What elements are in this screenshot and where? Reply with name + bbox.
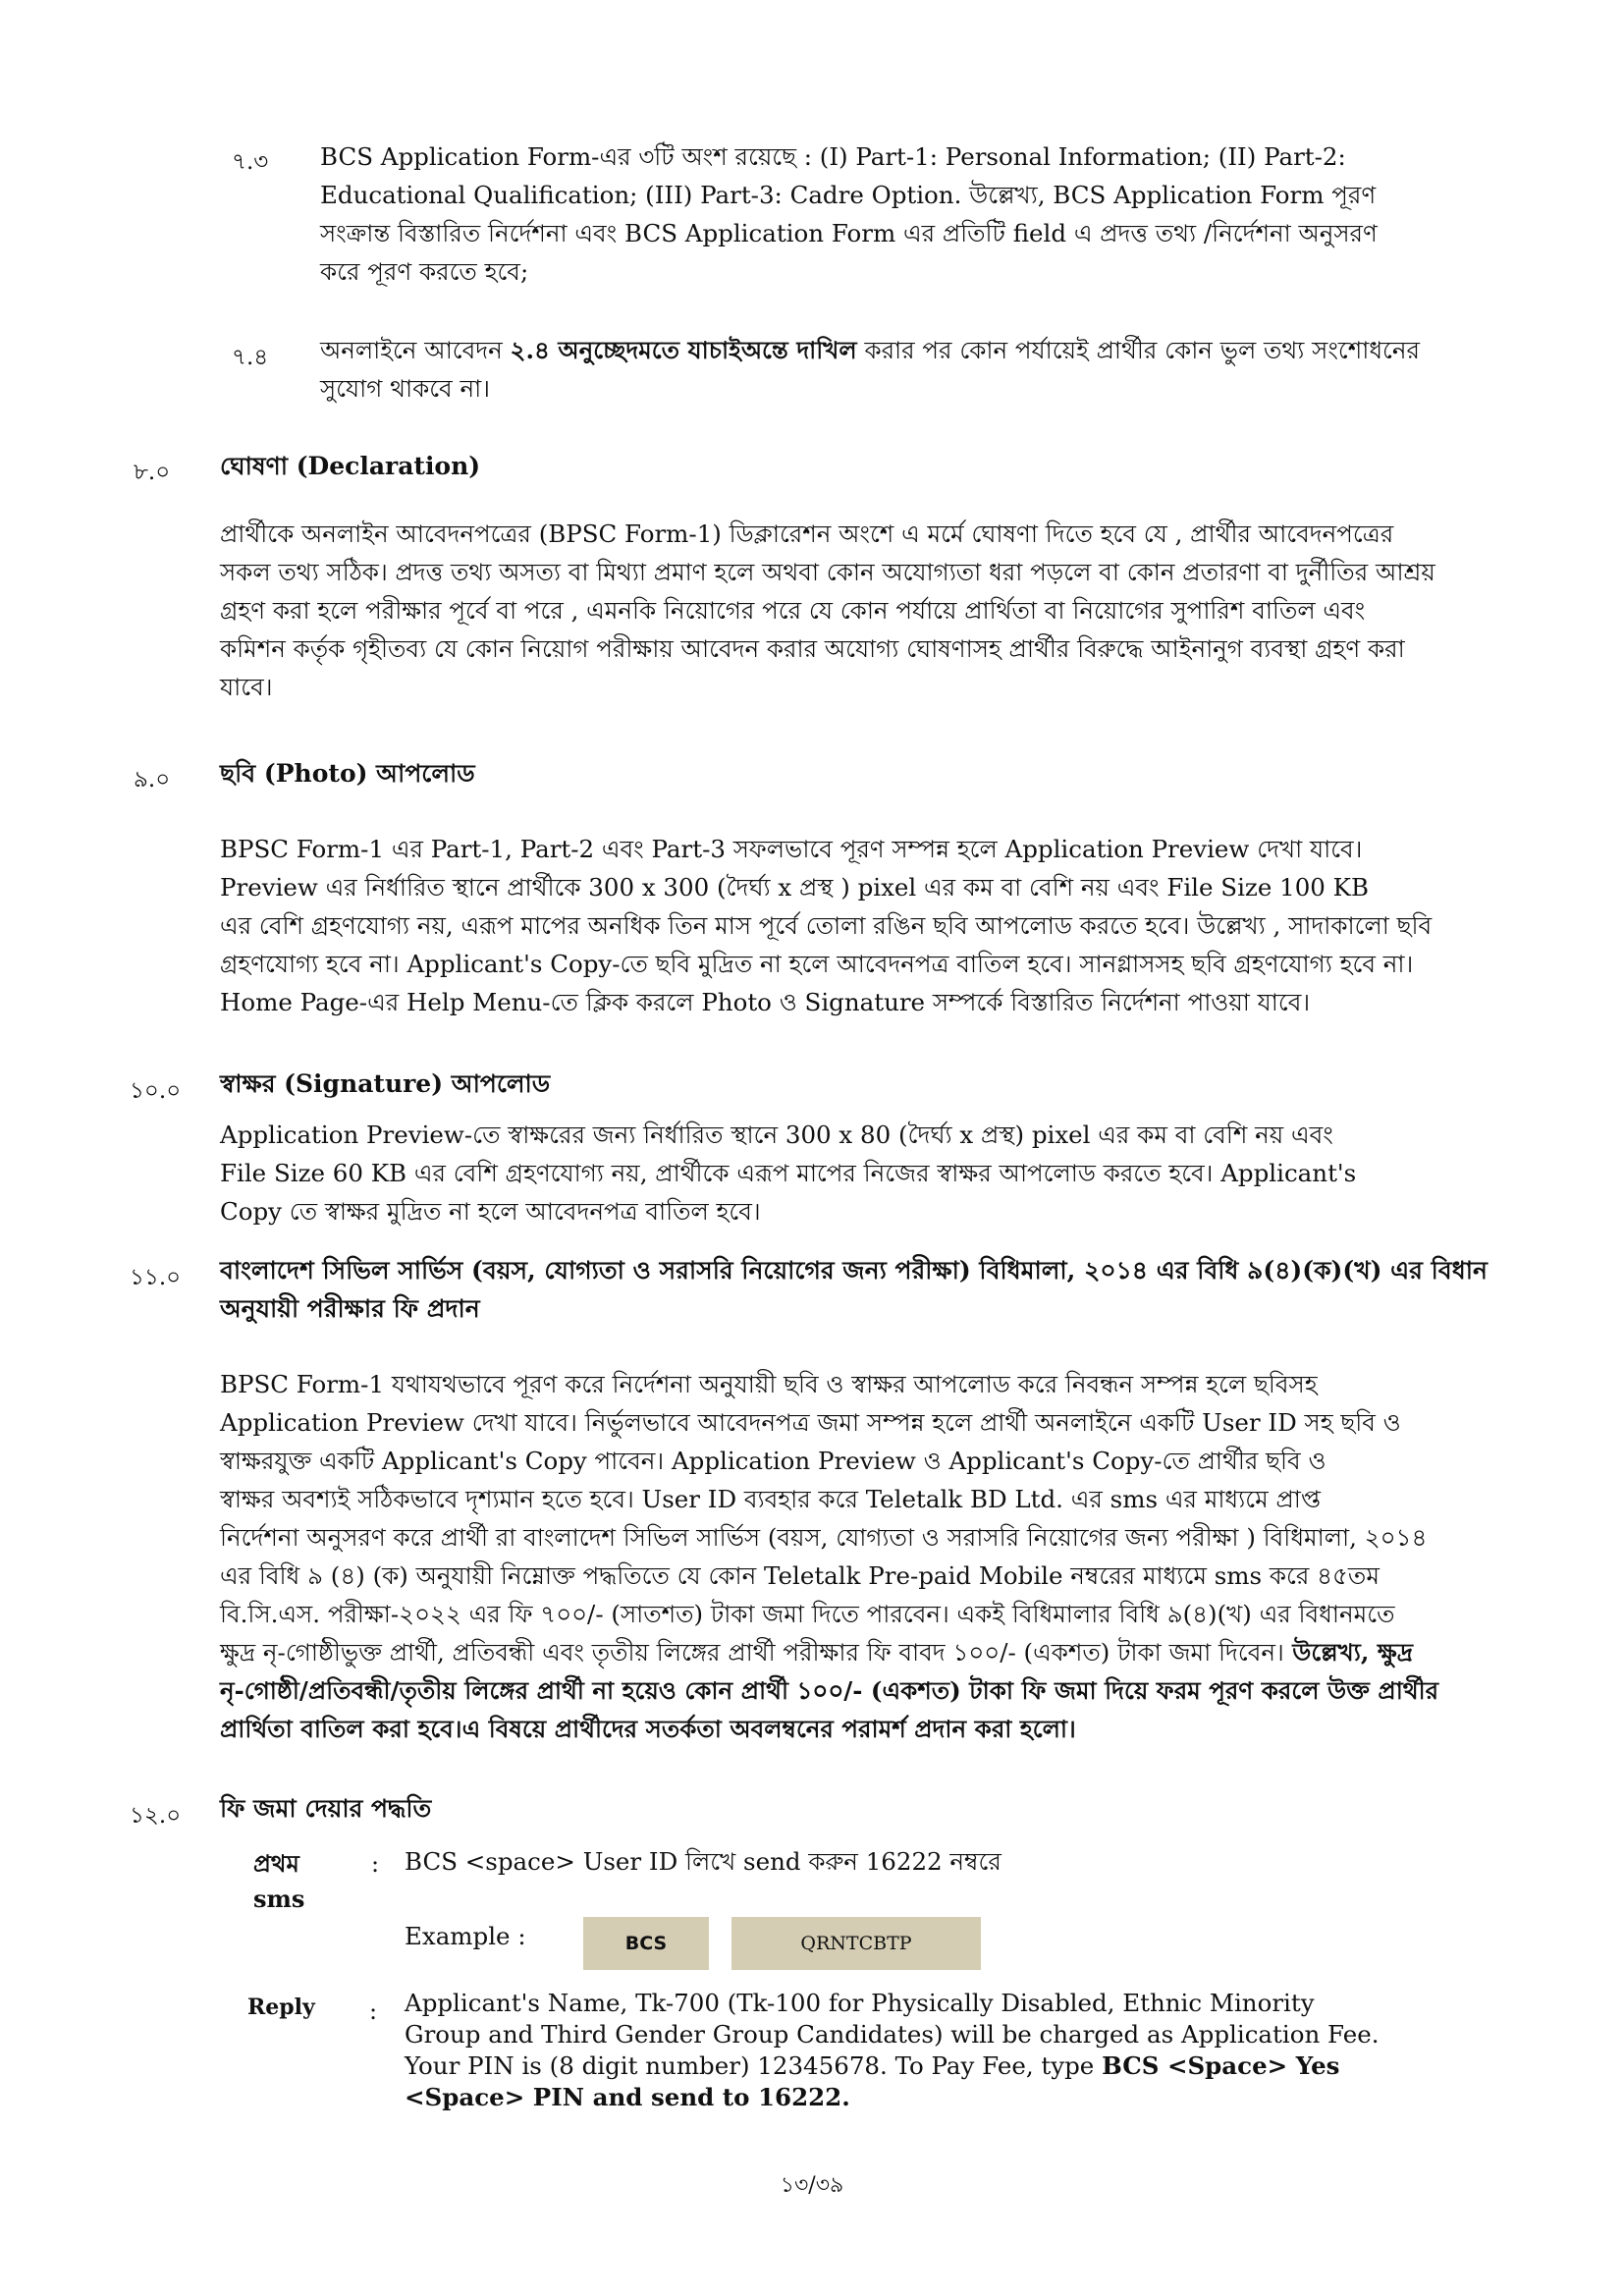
section-10-heading: স্বাক্ষর (Signature) আপলোড: [220, 1069, 551, 1098]
text-line: Applicant's Name, Tk-700 (Tk-100 for Physically Disabled, Ethnic Minority: [405, 1989, 1315, 2017]
text-span: অনলাইনে আবেদন: [320, 336, 511, 364]
colon: :: [369, 1997, 378, 2025]
text-line: BPSC Form-1 এর Part-1, Part-2 এবং Part-3 সফলভাবে পূরণ সম্পন্ন হলে Application Preview দেখা যাবে।: [220, 835, 1363, 863]
text-line: Educational Qualification; (III) Part-3: Cadre Option. উল্লেখ্য, BCS Application Form পূরণ: [320, 181, 1377, 209]
text-line: সকল তথ্য সঠিক। প্রদত্ত তথ্য অসত্য বা মিথ্যা প্রমাণ হলে অথবা কোন অযোগ্যতা ধরা পড়লে বা কোন প্রতারণা বা দুর্নীতির আশ্রয়: [220, 558, 1435, 586]
section-10-text: [220, 1116, 1489, 1230]
heading-line: বাংলাদেশ সিভিল সার্ভিস (বয়স, যোগ্যতা ও সরাসরি নিয়োগের জন্য পরীক্ষা) বিধিমালা, ২০১৪ এর বিধি ৯(৪)(ক)(খ) এর বিধান: [220, 1256, 1488, 1285]
section-7-4-number: ৭.৪: [232, 345, 269, 370]
section-11-text: [220, 1365, 1489, 1748]
text-line: নির্দেশনা অনুসরণ করে প্রার্থী রা বাংলাদেশ সিভিল সার্ভিস (বয়স, যোগ্যতা ও সরাসরি নিয়োগের জন্য পরীক্ষা ) বিধিমালা, ২০১৪: [220, 1523, 1428, 1552]
section-11-heading: [220, 1251, 1489, 1328]
section-7-3-text: [320, 137, 1489, 291]
text-line: গ্রহণযোগ্য হবে না। Applicant's Copy-তে ছবি মুদ্রিত না হলে আবেদনপত্র বাতিল হবে। সানগ্লাসসহ ছবি গ্রহণযোগ্য হবে না।: [220, 950, 1414, 978]
text-line: Home Page-এর Help Menu-তে ক্লিক করলে Photo ও Signature সম্পর্কে বিস্তারিত নির্দেশনা পাওয়া যাবে।: [220, 988, 1311, 1016]
text-line: [220, 1633, 1489, 1671]
first-sms-text: BCS <space> User ID লিখে send করুন 16222 নম্বরে: [405, 1847, 1001, 1876]
section-8-number: ৮.০: [134, 460, 171, 485]
text-line: [405, 2050, 1489, 2082]
text-span: করার পর কোন পর্যায়েই প্রার্থীর কোন ভুল তথ্য সংশোধনের: [856, 336, 1421, 364]
section-7-4-text: [320, 331, 1489, 408]
text-line: [320, 331, 1489, 369]
page-number: ১৩/৩৯: [780, 2173, 844, 2198]
first-sms-label-line1: প্রথম: [253, 1849, 299, 1878]
reply-label: Reply: [247, 1995, 315, 2020]
bold-line: নৃ-গোষ্ঠী/প্রতিবন্ধী/তৃতীয় লিঙ্গের প্রার্থী না হয়েও কোন প্রার্থী ১০০/- (একশত) টাকা ফি জমা দিয়ে ফরম পূরণ করলে উক্ত প্রার্থীর: [220, 1676, 1439, 1705]
text-line: Preview এর নির্ধারিত স্থানে প্রার্থীকে 300 x 300 (দৈর্ঘ্য x প্রস্থ ) pixel এর কম বা বেশি নয় এবং File Size 100 KB: [220, 873, 1369, 902]
bold-line: প্রার্থিতা বাতিল করা হবে।এ বিষয়ে প্রার্থীদের সতর্কতা অবলম্বনের পরামর্শ প্রদান করা হলো।: [220, 1715, 1076, 1743]
section-7-3-number: ৭.৩: [232, 149, 269, 175]
text-line: যাবে।: [220, 673, 273, 701]
bold-span: ২.৪ অনুচ্ছেদমতে যাচাইঅন্তে দাখিল: [510, 336, 857, 364]
section-12-number: ১২.০: [130, 1803, 182, 1829]
text-line: কমিশন কর্তৃক গৃহীতব্য যে কোন নিয়োগ পরীক্ষায় আবেদন করার অযোগ্য ঘোষণাসহ প্রার্থীর বিরুদ্ধে আইনানুগ ব্যবস্থা গ্রহণ করা: [220, 634, 1405, 663]
first-sms-label: [253, 1846, 304, 1917]
text-line: Application Preview দেখা যাবে। নির্ভুলভাবে আবেদনপত্র জমা সম্পন্ন হলে প্রার্থী অনলাইনে একটি User ID সহ ছবি ও: [220, 1408, 1401, 1437]
bold-span: উল্লেখ্য, ক্ষুদ্র: [1283, 1638, 1414, 1667]
colon: :: [371, 1850, 380, 1878]
text-line: এর বিধি ৯ (৪) (ক) অনুযায়ী নিম্নোক্ত পদ্ধতিতে যে কোন Teletalk Pre-paid Mobile নম্বরের মাধ্যমে sms করে ৪৫তম: [220, 1561, 1380, 1590]
text-span: Your PIN is (8 digit number) 12345678. To Pay Fee, type: [405, 2051, 1103, 2080]
text-line: স্বাক্ষরযুক্ত একটি Applicant's Copy পাবেন। Application Preview ও Applicant's Copy-তে প্রার্থীর ছবি ও: [220, 1447, 1326, 1475]
section-9-heading: ছবি (Photo) আপলোড: [220, 759, 475, 788]
text-line: Application Preview-তে স্বাক্ষরের জন্য নির্ধারিত স্থানে 300 x 80 (দৈর্ঘ্য x প্রস্থ) pixel এর কম বা বেশি নয় এবং: [220, 1121, 1333, 1149]
text-line: করে পূরণ করতে হবে;: [320, 257, 529, 286]
text-line: প্রার্থীকে অনলাইন আবেদনপত্রের (BPSC Form-1) ডিক্লারেশন অংশে এ মর্মে ঘোষণা দিতে হবে যে , প্রার্থীর আবেদনপত্রের: [220, 519, 1394, 548]
section-12-heading: ফি জমা দেয়ার পদ্ধতি: [220, 1794, 432, 1823]
section-11-number: ১১.০: [130, 1265, 182, 1290]
text-line: BPSC Form-1 যথাযথভাবে পূরণ করে নির্দেশনা অনুযায়ী ছবি ও স্বাক্ষর আপলোড করে নিবন্ধন সম্পন্ন হলে ছবিসহ: [220, 1370, 1318, 1398]
bold-span: BCS <Space> Yes: [1102, 2051, 1340, 2080]
first-sms-label-line2: sms: [253, 1885, 305, 1913]
text-line: Copy তে স্বাক্ষর মুদ্রিত না হলে আবেদনপত্র বাতিল হবে।: [220, 1197, 761, 1226]
section-9-text: [220, 830, 1489, 1021]
bold-line: <Space> PIN and send to 16222.: [405, 2083, 850, 2111]
text-span: ক্ষুদ্র নৃ-গোষ্ঠীভুক্ত প্রার্থী, প্রতিবন্ধী এবং তৃতীয় লিঙ্গের প্রার্থী পরীক্ষার ফি বাবদ ১০০/- (একশত) টাকা জমা দিবেন।: [220, 1638, 1284, 1667]
text-line: সুযোগ থাকবে না।: [320, 374, 490, 403]
section-9-number: ৯.০: [134, 767, 171, 793]
example-label: Example :: [405, 1922, 526, 1950]
text-line: গ্রহণ করা হলে পরীক্ষার পূর্বে বা পরে , এমনকি নিয়োগের পরে যে কোন পর্যায়ে প্রার্থিতা বা নিয়োগের সুপারিশ বাতিল এবং: [220, 596, 1366, 625]
heading-line: অনুযায়ী পরীক্ষার ফি প্রদান: [220, 1294, 480, 1323]
reply-text: [405, 1988, 1489, 2113]
example-chip-bcs: BCS: [583, 1917, 709, 1970]
text-line: এর বেশি গ্রহণযোগ্য নয়, এরূপ মাপের অনধিক তিন মাস পূর্বে তোলা রঙিন ছবি আপলোড করতে হবে। উল্লেখ্য , সাদাকালো ছবি: [220, 911, 1433, 940]
text-line: File Size 60 KB এর বেশি গ্রহণযোগ্য নয়, প্রার্থীকে এরূপ মাপের নিজের স্বাক্ষর আপলোড করতে হবে। Applicant's: [220, 1159, 1357, 1187]
section-8-heading: ঘোষণা (Declaration): [220, 452, 481, 480]
text-line: স্বাক্ষর অবশ্যই সঠিকভাবে দৃশ্যমান হতে হবে। User ID ব্যবহার করে Teletalk BD Ltd. এর sms এর মাধ্যমে প্রাপ্ত: [220, 1485, 1322, 1513]
text-line: BCS Application Form-এর ৩টি অংশ রয়েছে : (I) Part-1: Personal Information; (II) Part-2:: [320, 142, 1346, 171]
section-8-text: [220, 515, 1489, 706]
text-line: সংক্রান্ত বিস্তারিত নির্দেশনা এবং BCS Application Form এর প্রতিটি field এ প্রদত্ত তথ্য /নির্দেশনা অনুসরণ: [320, 219, 1378, 247]
section-10-number: ১০.০: [130, 1078, 182, 1104]
text-line: বি.সি.এস. পরীক্ষা-২০২২ এর ফি ৭০০/- (সাতশত) টাকা জমা দিতে পারবেন। একই বিধিমালার বিধি ৯(৪)(খ) এর বিধানমতে: [220, 1600, 1395, 1628]
example-chip-user-id: QRNTCBTP: [731, 1917, 981, 1970]
text-line: Group and Third Gender Group Candidates) will be charged as Application Fee.: [405, 2020, 1380, 2049]
